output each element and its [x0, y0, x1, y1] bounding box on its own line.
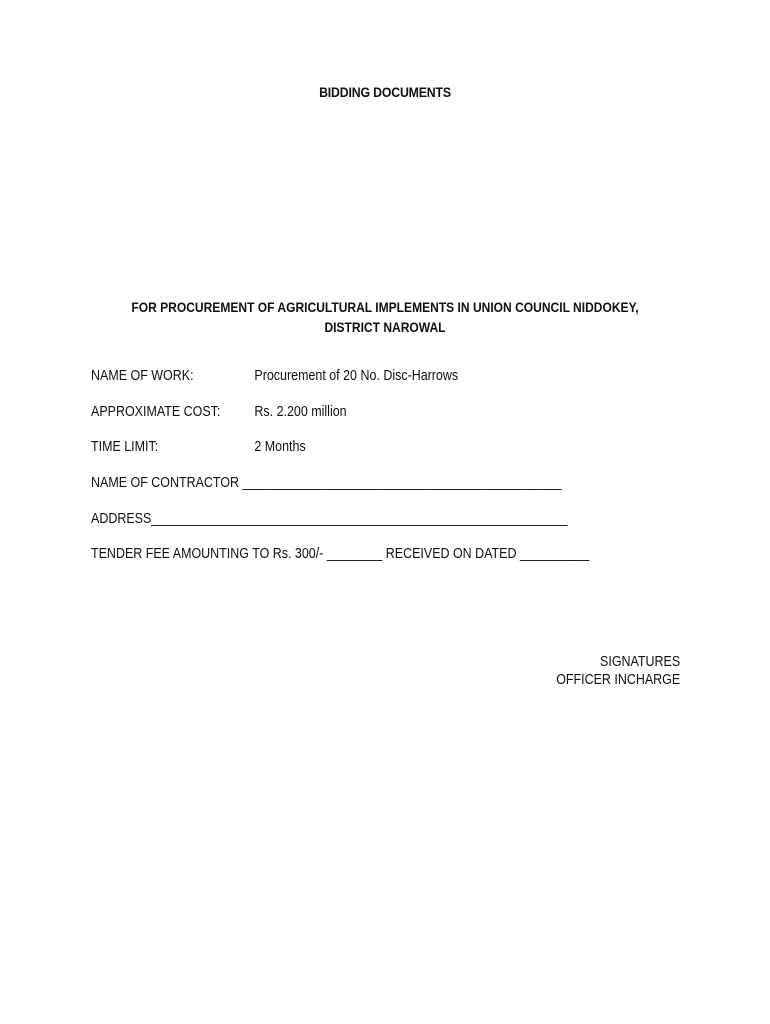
field-approximate-cost [91, 404, 347, 420]
signature-label: SIGNATURES [599, 654, 680, 670]
subtitle-line-2: DISTRICT NAROWAL [324, 319, 446, 335]
subtitle-line-1: FOR PROCUREMENT OF AGRICULTURAL IMPLEMENTS IN UNION COUNCIL NIDDOKEY, [131, 299, 639, 315]
field-value: 2 Months [254, 439, 306, 455]
field-value: Rs. 2.200 million [254, 404, 347, 420]
contractor-line: NAME OF CONTRACTOR ______________________________________________ [91, 475, 562, 491]
field-value: Procurement of 20 No. Disc-Harrows [254, 368, 459, 384]
field-label: APPROXIMATE COST: [91, 404, 221, 420]
field-time-limit [91, 439, 306, 455]
document-subtitle [54, 297, 716, 337]
field-label: NAME OF WORK: [91, 368, 194, 384]
document-title: BIDDING DOCUMENTS [319, 84, 451, 100]
field-label: TIME LIMIT: [91, 439, 159, 455]
address-line: ADDRESS____________________________________________________________ [91, 511, 568, 527]
officer-incharge-label: OFFICER INCHARGE [555, 672, 680, 688]
field-name-of-work [91, 368, 459, 384]
signature-block [556, 653, 680, 689]
tender-fee-line: TENDER FEE AMOUNTING TO Rs. 300/- ________ RECEIVED ON DATED __________ [91, 546, 590, 562]
